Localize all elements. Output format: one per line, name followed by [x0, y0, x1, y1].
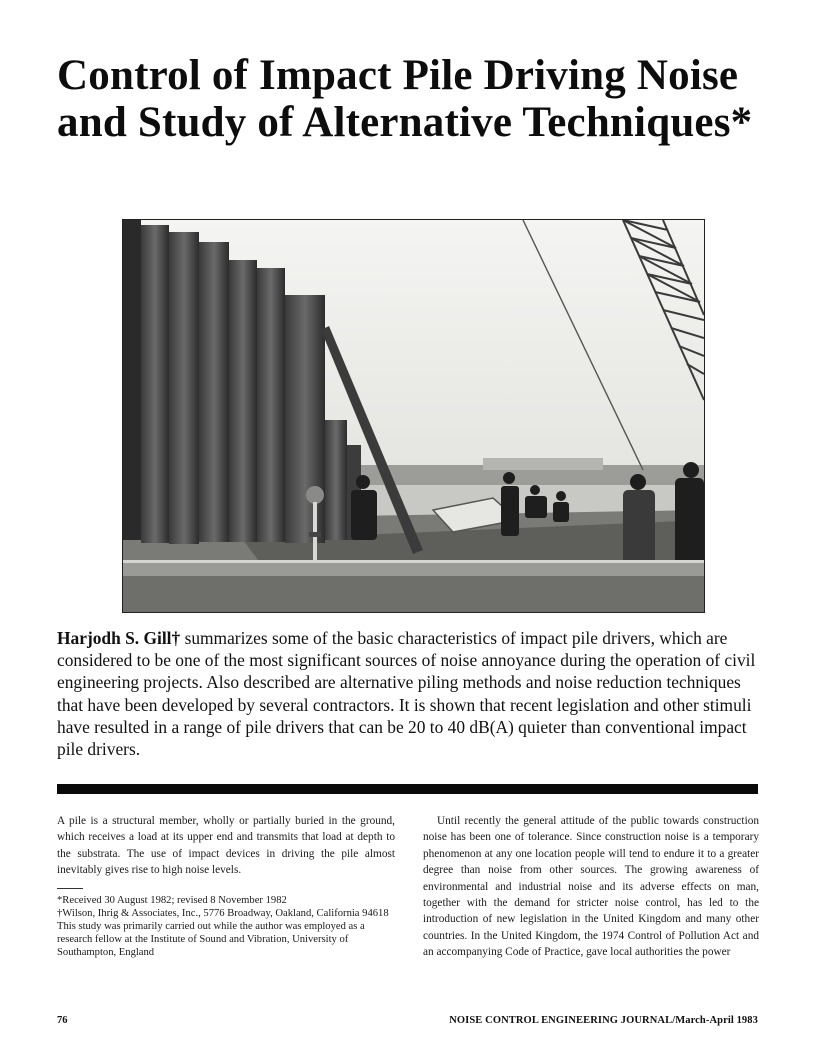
abstract-text: summarizes some of the basic characteristics of impact pile drivers, which are considered to be one of the most significant sources of noise annoyance during the operation of civil engineering projects. Also described are alternative piling methods and noise reduction techniques that have been developed by several contractors. It is shown that recent legislation and other stimuli have resulted in a range of pile drivers that can be 20 to 40 dB(A) quieter than conventional impact pile drivers. — [57, 628, 756, 760]
journal-footer: NOISE CONTROL ENGINEERING JOURNAL/March-April 1983 — [449, 1015, 758, 1026]
pile-driving-photo — [122, 219, 705, 613]
section-divider — [57, 784, 758, 794]
body-paragraph-left: A pile is a structural member, wholly or partially buried in the ground, which receives a load at its upper end and transmits that load at depth to the substrata. The use of impact devices in driving the pile almost inevitably gives rise to high noise levels. — [57, 815, 395, 877]
footnote-affiliation: †Wilson, Ihrig & Associates, Inc., 5776 Broadway, Oakland, California 94618 — [57, 907, 389, 919]
article-abstract — [57, 627, 762, 760]
body-column-right — [423, 813, 759, 961]
construction-site-photo — [123, 220, 704, 612]
article-title: Control of Impact Pile Driving Noise and Study of Alternative Techniques* — [57, 52, 753, 146]
body-paragraph-right: Until recently the general attitude of the public towards construction noise has been one of tolerance. Since construction noise is a temporary phenomenon at any one location people will tend to endure it to a greater degree than noise from other sources. The growing awareness of environmental and industrial noise and its adverse effects on man, together with the demand for stricter noise control, has led to the introduction of new legislation in the United Kingdom and many other countries. In the United Kingdom, the 1974 Control of Pollution Act and an accompanying Code of Practice, gave local authorities the power — [423, 815, 759, 959]
page-number: 76 — [57, 1015, 68, 1026]
footnote-received: *Received 30 August 1982; revised 8 November 1982 — [57, 894, 287, 906]
author-name: Harjodh S. Gill† — [57, 628, 181, 648]
body-column-left — [57, 813, 395, 959]
footnote-rule — [57, 888, 83, 889]
footnote-note: This study was primarily carried out while the author was employed as a research fellow at the Institute of Sound and Vibration, University of Southampton, England — [57, 920, 365, 958]
footnotes — [57, 894, 395, 959]
